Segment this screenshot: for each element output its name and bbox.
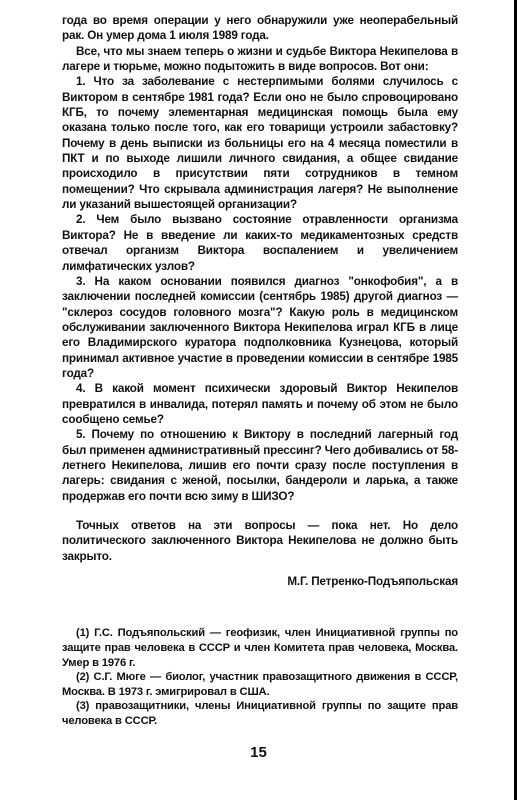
page-content — [62, 13, 458, 729]
question-2: 2. Чем было вызвано состояние отравленности организма Виктора? Не в введение ли каких-то медикаментозных средств отвечал организм Виктора воспалением и увеличением лимфатических узлов? — [62, 213, 458, 273]
author-signature: М.Г. Петренко-Подъяпольская — [287, 575, 458, 589]
footnote-3: (3) правозащитники, члены Инициативной группы по защите прав человека в СССР. — [62, 700, 458, 727]
paragraph-continuation: года во время операции у него обнаружили уже неоперабельный рак. Он умер дома 1 июля 1989 года. — [62, 14, 458, 43]
question-1: 1. Что за заболевание с нестерпимыми болями случилось с Виктором в сентябре 1981 года? Если оно не было спровоцировано КГБ, то почему элементарная медицинская помощь была ему оказана только после того, как его товарищи устроили забастовку? Почему в день выписки из больницы его на 4 месяца поместили в ПКТ и по выходе лишили личного свидания, а общее свидание происходило в присутствии пяти сотрудников в темном помещении? Что скрывала администрация лагеря? Не выполнение ли указаний вышестоящей организации? — [62, 75, 458, 212]
question-4: 4. В какой момент психически здоровый Виктор Некипелов превратился в инвалида, потерял память и почему об этом не было сообщено семье? — [62, 382, 458, 426]
footnote-1: (1) Г.С. Подъяпольский — геофизик, член Инициативной группы по защите прав человека в СССР и член Комитета прав человека, Москва. Умер в 1976 г. — [62, 627, 458, 669]
closing-paragraph: Точных ответов на эти вопросы — пока нет. Но дело политического заключенного Виктора Некипелова не должно быть закрыто. — [62, 519, 458, 563]
footnotes — [62, 626, 458, 728]
question-5: 5. Почему по отношению к Виктору в последний лагерный год был применен административный прессинг? Чего добивались от 58-летнего Некипелова, лишив его почти сразу после поступления в лагерь: свидания с женой, посылки, бандероли и ларька, а также продержав его почти всю зиму в ШИЗО? — [62, 428, 458, 503]
question-3: 3. На каком основании появился диагноз "онкофобия", а в заключении последней комиссии (сентябрь 1985) другой диагноз — "склероз сосудов головного мозга"? Какую роль в медицинском обслуживании заключенного Виктора Некипелова играл КГБ в лице его Владимирского куратора подполковника Кузнецова, который принимал активное участие в проведении комиссии в сентябре 1985 года? — [62, 274, 458, 380]
page-number: 15 — [250, 744, 267, 761]
main-text — [62, 13, 458, 589]
footnote-2: (2) С.Г. Мюге — биолог, участник правозащитного движения в СССР, Москва. В 1973 г. эмигрировал в США. — [62, 671, 458, 698]
paragraph-intro: Все, что мы знаем теперь о жизни и судьбе Виктора Некипелова в лагере и тюрьме, можно подытожить в виде вопросов. Вот они: — [62, 44, 458, 74]
